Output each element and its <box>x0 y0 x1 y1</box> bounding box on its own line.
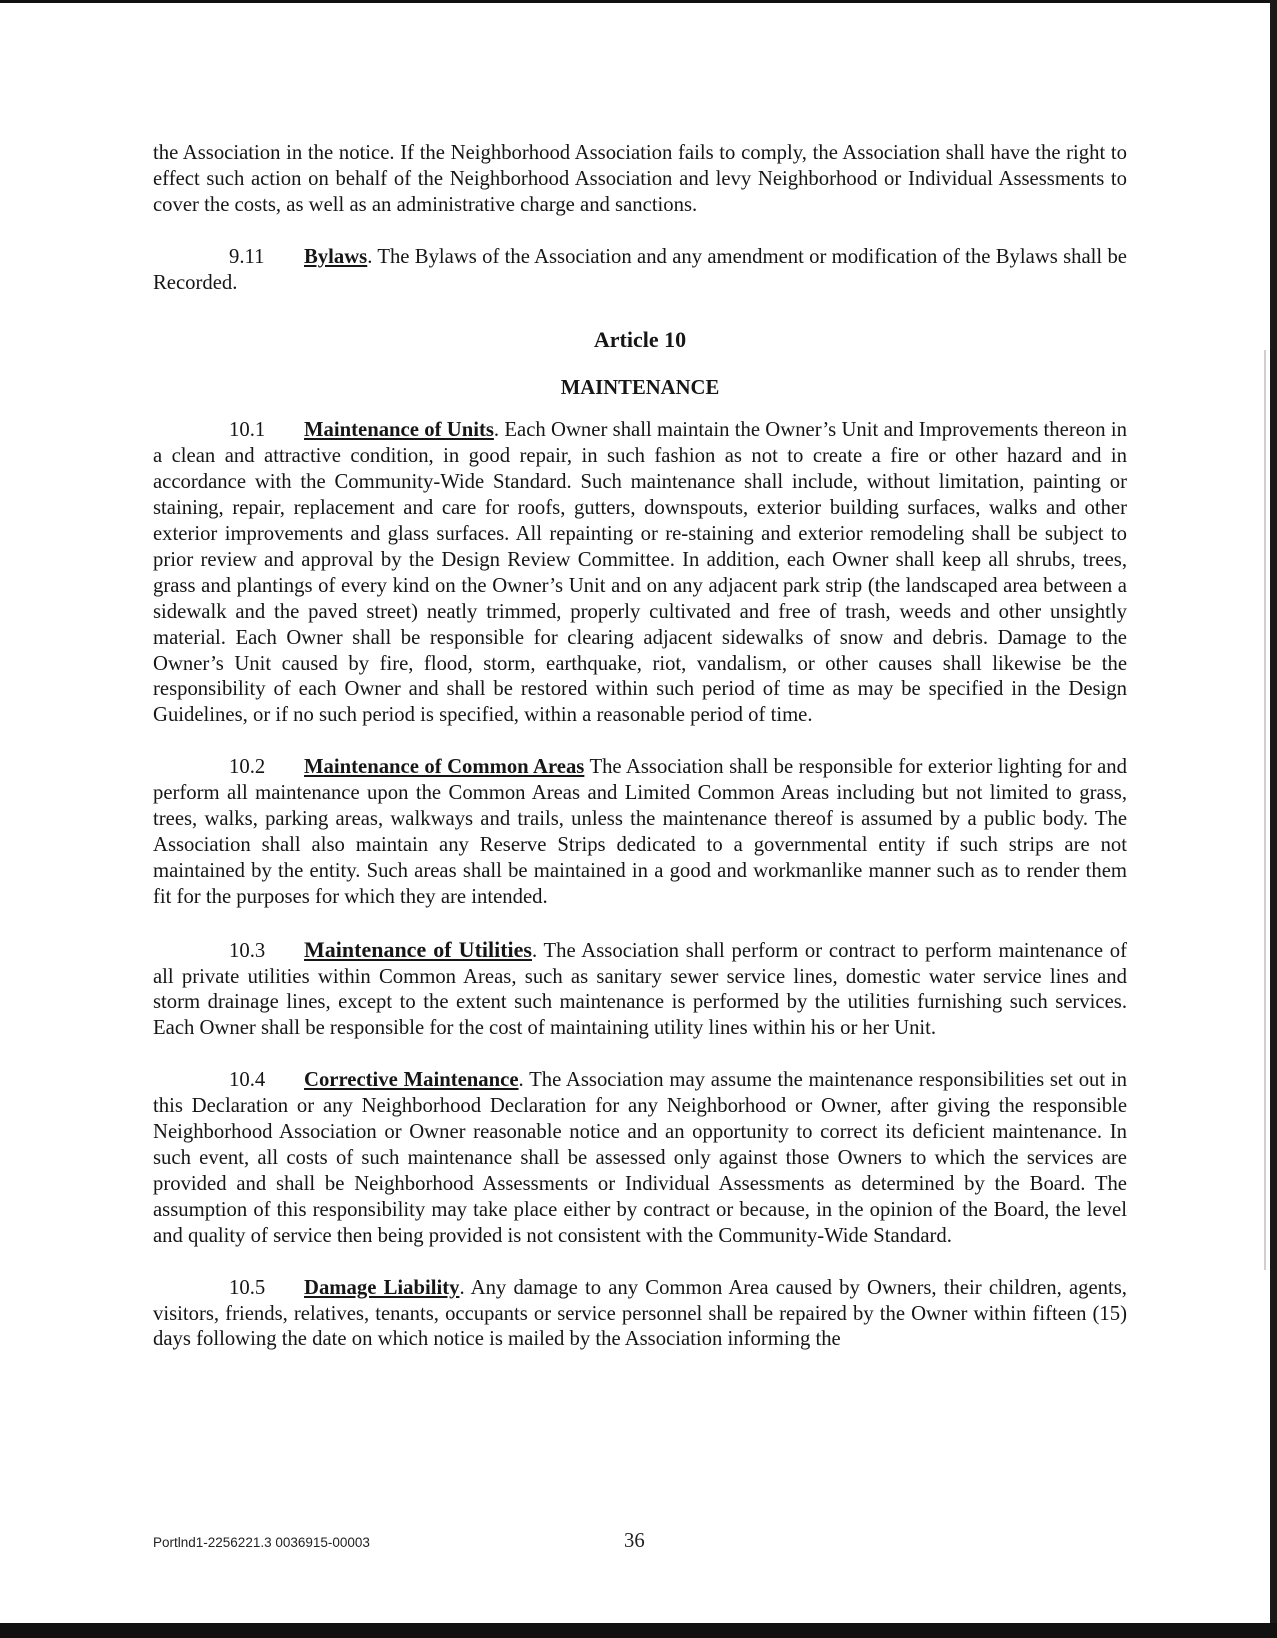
section-number: 10.5 <box>229 1276 266 1299</box>
section-text: . Each Owner shall maintain the Owner’s Unit and Improvements thereon in a clean and attractive condition, in good repair, in such fashion as not to create a fire or other hazard and in accordance with the Community-Wide Standard. Such maintenance shall include, without limitation, painting or staining, repair, replacement and care for roofs, gutters, downspouts, exterior building surfaces, walks and other exterior improvements and glass surfaces. All repainting or re-staining and exterior remodeling shall be subject to prior review and approval by the Design Review Committee. In addition, each Owner shall keep all shrubs, trees, grass and plantings of every kind on the Owner’s Unit and on any adjacent park strip (the landscaped area between a sidewalk and the paved street) neatly trimmed, properly cultivated and free of trash, weeds and other unsightly material. Each Owner shall be responsible for clearing adjacent sidewalks of snow and debris. Damage to the Owner’s Unit caused by fire, flood, storm, earthquake, riot, vandalism, or other causes shall likewise be the responsibility of each Owner and shall be restored within such period of time as may be specified in the Design Guidelines, or if no such period is specified, within a reasonable period of time. <box>153 419 1127 727</box>
section-10-4 <box>153 1068 1127 1249</box>
section-10-3 <box>153 937 1127 1043</box>
footer-document-reference: Portlnd1-2256221.3 0036915-00003 <box>153 1535 370 1550</box>
footer-page-number: 36 <box>624 1530 645 1552</box>
section-heading: Maintenance of Utilities <box>304 936 532 962</box>
section-number: 10.4 <box>229 1069 266 1092</box>
section-text: . The Bylaws of the Association and any amendment or modification of the Bylaws shall be Recorded. <box>153 245 1127 294</box>
intro-paragraph: the Association in the notice. If the Neighborhood Association fails to comply, the Association shall have the right to effect such action on behalf of the Neighborhood Association and levy Neighborhood or Individual Assessments to cover the costs, as well as an administrative charge and sanctions. <box>153 142 1127 216</box>
section-10-5 <box>153 1276 1127 1354</box>
section-heading: Maintenance of Units <box>304 419 494 442</box>
section-heading: Bylaws <box>304 245 368 268</box>
section-text: . Any damage to any Common Area caused by Owners, their children, agents, visitors, friends, relatives, tenants, occupants or service personnel shall be repaired by the Owner within fifteen (15) days following the date on which notice is mailed by the Association informing the <box>153 1276 1127 1351</box>
section-heading: Maintenance of Common Areas <box>304 756 585 779</box>
section-number: 10.1 <box>229 419 266 442</box>
section-number: 9.11 <box>229 245 265 268</box>
section-number: 10.3 <box>229 939 266 962</box>
scan-border-right <box>1270 0 1277 1638</box>
scan-border-top <box>0 0 1277 3</box>
article-title: Article 10 <box>593 326 687 352</box>
section-heading: Damage Liability <box>304 1276 460 1299</box>
section-number: 10.2 <box>229 756 266 779</box>
section-text: . The Association may assume the maintenance responsibilities set out in this Declaration or any Neighborhood Declaration for any Neighborhood or Owner, after giving the responsible Neighborhood Association or Owner reasonable notice and an opportunity to correct its deficient maintenance. In such event, all costs of such maintenance shall be assessed only against those Owners to which the services are provided and shall be Neighborhood Assessments or Individual Assessments as determined by the Board. The assumption of this responsibility may take place either by contract or because, in the opinion of the Board, the level and quality of service then being provided is not consistent with the Community-Wide Standard. <box>153 1069 1128 1247</box>
section-heading: Corrective Maintenance <box>304 1069 519 1092</box>
section-text: The Association shall be responsible for exterior lighting for and perform all maintenance upon the Common Areas and Limited Common Areas including but not limited to grass, trees, walks, parking areas, walkways and trails, unless the maintenance thereof is assumed by a public body. The Association shall also maintain any Reserve Strips dedicated to a governmental entity if such strips are not maintained by the entity. Such areas shall be maintained in a good and workmanlike manner such as to render them fit for the purposes for which they are intended. <box>153 756 1127 908</box>
scan-shadow-right <box>1264 350 1266 1270</box>
section-10-2 <box>153 755 1127 910</box>
section-text: . The Association shall perform or contract to perform maintenance of all private utilities within Common Areas, such as sanitary sewer service lines, domestic water service lines and storm drainage lines, except to the extent such maintenance is performed by the utilities furnishing such services. Each Owner shall be responsible for the cost of maintaining utility lines within his or her Unit. <box>153 939 1127 1040</box>
article-subtitle: MAINTENANCE <box>560 377 720 400</box>
section-10-1 <box>153 418 1127 729</box>
scan-border-bottom <box>0 1623 1277 1638</box>
document-body <box>153 141 1127 1379</box>
section-9-11 <box>153 245 1127 297</box>
